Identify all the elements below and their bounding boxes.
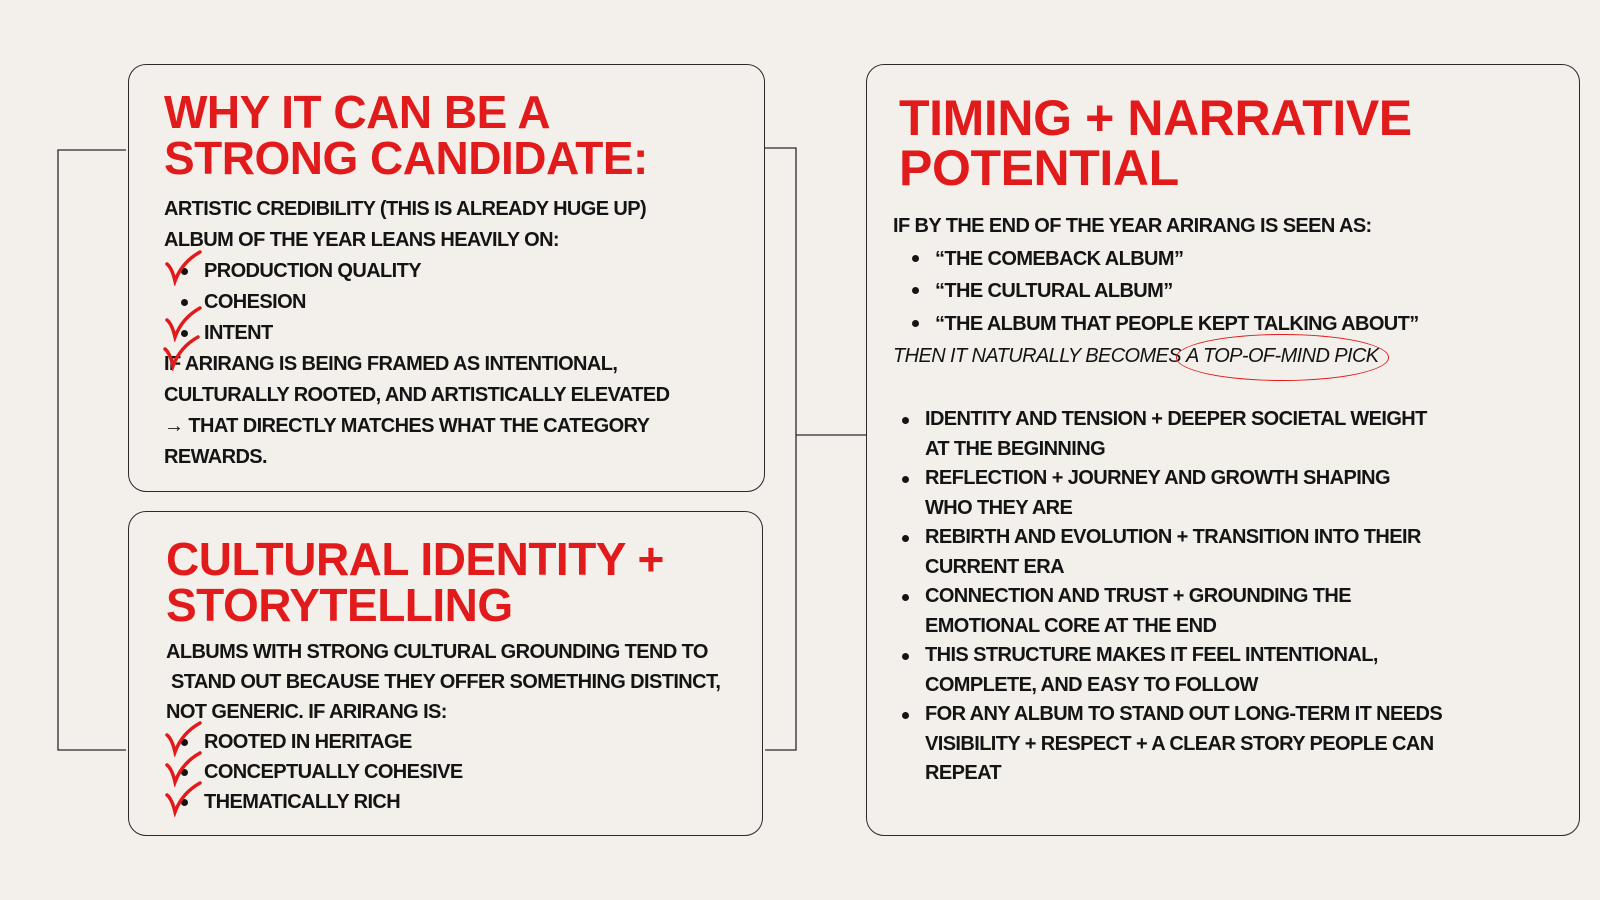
timing-narrative-title: TIMING + NARRATIVE POTENTIAL — [899, 90, 1412, 196]
list-item: ROOTED IN HERITAGE — [204, 727, 720, 757]
list-item: PRODUCTION QUALITY — [204, 256, 669, 287]
strong-candidate-title: WHY IT CAN BE A STRONG CANDIDATE: — [164, 86, 648, 184]
grounding-line: ALBUMS WITH STRONG CULTURAL GROUNDING TEND TO — [166, 641, 708, 663]
list-item: COHESION — [204, 287, 669, 318]
list-item: REFLECTION + JOURNEY AND GROWTH SHAPING WHO THEY ARE — [925, 464, 1442, 523]
list-item: THEMATICALLY RICH — [204, 787, 720, 817]
list-item: CONNECTION AND TRUST + GROUNDING THE EMOTIONAL CORE AT THE END — [925, 582, 1442, 641]
perception-list — [893, 243, 1419, 341]
framing-line: REWARDS. — [164, 446, 267, 468]
list-item: “THE CULTURAL ALBUM” — [935, 275, 1419, 308]
grounding-line: STAND OUT BECAUSE THEY OFFER SOMETHING DISTINCT, — [166, 671, 721, 693]
list-item: IDENTITY AND TENSION + DEEPER SOCIETAL WEIGHT AT THE BEGINNING — [925, 405, 1442, 464]
arirang-qualities-list — [166, 727, 720, 817]
cultural-identity-title: CULTURAL IDENTITY + STORYTELLING — [166, 533, 664, 631]
check-mark-icon — [164, 779, 202, 817]
timing-narrative-card — [866, 64, 1580, 836]
credibility-line: ARTISTIC CREDIBILITY (THIS IS ALREADY HUGE UP) — [164, 198, 647, 220]
list-item: THIS STRUCTURE MAKES IT FEEL INTENTIONAL, COMPLETE, AND EASY TO FOLLOW — [925, 641, 1442, 700]
framing-line: CULTURALLY ROOTED, AND ARTISTICALLY ELEVATED — [164, 384, 670, 406]
list-item: “THE COMEBACK ALBUM” — [935, 243, 1419, 276]
cultural-identity-card — [128, 511, 763, 836]
conclusion-line: THEN IT NATURALLY BECOMES A TOP-OF-MIND PICK — [893, 340, 1419, 373]
circle-annotation-icon — [1176, 334, 1389, 381]
framing-line: → THAT DIRECTLY MATCHES WHAT THE CATEGORY — [164, 415, 650, 437]
top-of-mind-highlight: A TOP-OF-MIND PICK — [1186, 340, 1379, 373]
grounding-line: NOT GENERIC. IF ARIRANG IS: — [166, 701, 447, 723]
list-item: REBIRTH AND EVOLUTION + TRANSITION INTO THEIR CURRENT ERA — [925, 523, 1442, 582]
framing-line: IF ARIRANG IS BEING FRAMED AS INTENTIONAL, — [164, 353, 618, 375]
narrative-points-list — [925, 405, 1442, 789]
check-mark-icon — [164, 248, 202, 286]
strong-candidate-card — [128, 64, 765, 492]
perception-intro: IF BY THE END OF THE YEAR ARIRANG IS SEEN AS: — [893, 215, 1372, 237]
list-item: “THE ALBUM THAT PEOPLE KEPT TALKING ABOUT” — [935, 308, 1419, 341]
list-item: FOR ANY ALBUM TO STAND OUT LONG-TERM IT NEEDS VISIBILITY + RESPECT + A CLEAR STORY PEOPLE CAN REPEAT — [925, 700, 1442, 789]
list-item: CONCEPTUALLY COHESIVE — [204, 757, 720, 787]
check-mark-icon — [162, 333, 200, 371]
aoty-criteria-list — [164, 256, 669, 349]
list-item: INTENT — [204, 318, 669, 349]
aoty-line: ALBUM OF THE YEAR LEANS HEAVILY ON: — [164, 229, 559, 251]
